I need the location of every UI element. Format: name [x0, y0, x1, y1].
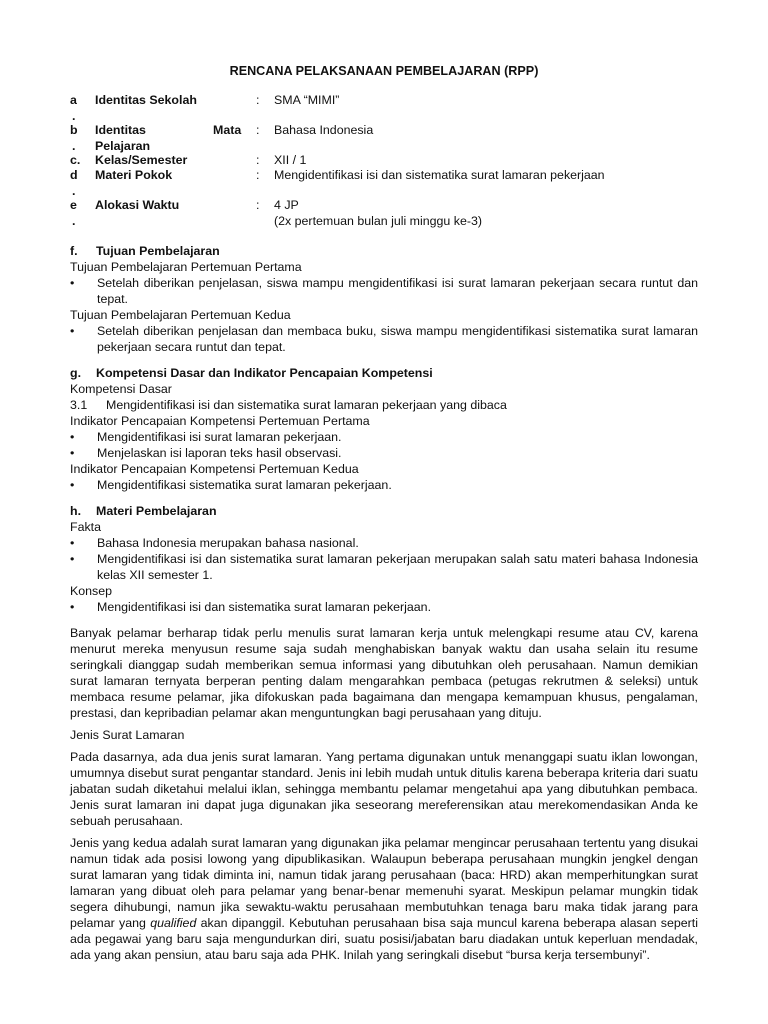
subheading: Indikator Pencapaian Kompetensi Pertemuan Kedua — [70, 462, 359, 476]
identity-letter: c. — [70, 153, 81, 167]
paragraph: Banyak pelamar berharap tidak perlu menulis surat lamaran kerja untuk melengkapi resume atau CV, karena menurut mereka menyusun resume saja sudah menghabiskan banyak waktu dan usaha selain itu resume seringkali dianggap sudah memberikan semua informasi yang dibutuhkan oleh perusahaan. Namun demikian surat lamaran ternyata berperan penting dalam mengarahkan pembaca (petugas rekrutmen & seleksi) untuk membaca resume pelamar, jika difokuskan pada bagaimana dan mengapa kemampuan khusus, pengalaman, prestasi, dan kepribadian pelamar akan menguntungkan bagi perusahaan yang dituju. — [70, 626, 698, 720]
identity-dot: . — [72, 214, 76, 228]
subheading: Fakta — [70, 520, 101, 534]
identity-value: Mengidentifikasi isi dan sistematika surat lamaran pekerjaan — [274, 168, 605, 182]
list-item — [70, 477, 698, 493]
subheading: Konsep — [70, 584, 113, 598]
identity-colon: : — [256, 168, 260, 182]
identity-dot: . — [72, 139, 76, 153]
identity-value: XII / 1 — [274, 153, 307, 167]
list-item-text: Setelah diberikan penjelasan dan membaca buku, siswa mampu mengidentifikasi sistematika surat lamaran pekerjaan secara runtut dan tepat. — [97, 324, 698, 354]
subheading-jenis: Jenis Surat Lamaran — [70, 728, 185, 742]
identity-letter: e — [70, 198, 77, 212]
identity-label-mata: Mata — [213, 123, 242, 137]
kd-number: 3.1 — [70, 398, 88, 412]
bullet-icon: • — [70, 446, 75, 460]
section-heading-f — [70, 243, 698, 259]
identity-row-class — [70, 153, 698, 169]
section-title: Materi Pembelajaran — [96, 504, 217, 518]
identity-row-material — [70, 168, 698, 198]
identity-value: 4 JP — [274, 198, 299, 212]
identity-colon: : — [256, 93, 260, 107]
paragraph-text: akan dipanggil. Kebutuhan perusahaan bisa saja muncul karena beberapa alasan seperti ada pegawai yang baru saja mengundurkan diri, suatu posisi/jabatan baru diadakan untuk keperluan mendadak, ada yang akan pensiun, atau baru saja ada PHK. Inilah yang seringkali disebut “bursa kerja tersembunyi”. — [70, 916, 698, 962]
identity-label: Materi Pokok — [95, 168, 173, 182]
identity-colon: : — [256, 123, 260, 137]
identity-label: Kelas/Semester — [95, 153, 188, 167]
identity-colon: : — [256, 198, 260, 212]
list-item-text: Bahasa Indonesia merupakan bahasa nasional. — [97, 536, 359, 550]
kd-item — [70, 397, 698, 413]
subheading: Kompetensi Dasar — [70, 382, 172, 396]
identity-colon: : — [256, 153, 260, 167]
identity-label: Alokasi Waktu — [95, 198, 180, 212]
section-title: Kompetensi Dasar dan Indikator Pencapaian Kompetensi — [96, 366, 433, 380]
section-letter: g. — [70, 366, 82, 380]
bullet-icon: • — [70, 552, 75, 566]
list-item — [70, 535, 698, 551]
identity-dot: . — [72, 109, 76, 123]
identity-label: Identitas — [95, 123, 146, 137]
list-item — [70, 445, 698, 461]
identity-row-school — [70, 93, 698, 123]
list-item-text: Mengidentifikasi isi dan sistematika surat lamaran pekerjaan merupakan salah satu materi bahasa Indonesia kelas XII semester 1. — [97, 552, 698, 582]
list-item — [70, 551, 698, 583]
identity-label: Identitas Sekolah — [95, 93, 197, 107]
identity-letter: a — [70, 93, 77, 107]
list-item-text: Menjelaskan isi laporan teks hasil observasi. — [97, 446, 342, 460]
bullet-icon: • — [70, 600, 75, 614]
bullet-icon: • — [70, 276, 75, 290]
identity-letter: b — [70, 123, 78, 137]
list-item-text: Mengidentifikasi sistematika surat lamaran pekerjaan. — [97, 478, 392, 492]
identity-row-subject — [70, 123, 698, 153]
identity-value: Bahasa Indonesia — [274, 123, 374, 137]
section-letter: h. — [70, 504, 82, 518]
list-item-text: Mengidentifikasi isi surat lamaran pekerjaan. — [97, 430, 342, 444]
italic-term: qualified — [150, 916, 197, 930]
identity-value-line2: (2x pertemuan bulan juli minggu ke-3) — [274, 214, 482, 228]
paragraph: Pada dasarnya, ada dua jenis surat lamaran. Yang pertama digunakan untuk menanggapi suatu iklan lowongan, umumnya disebut surat pengantar standard. Jenis ini lebih mudah untuk ditulis karena beberapa kriteria dari suatu jabatan sudah diketahui melalui iklan, sehingga membantu pelamar mengetahui apa yang dibutuhkan pembaca. Jenis surat lamaran ini dapat juga digunakan jika seseorang mereferensikan atau merekomendasikan Anda ke sebuah perusahaan. — [70, 750, 698, 828]
bullet-icon: • — [70, 536, 75, 550]
bullet-icon: • — [70, 430, 75, 444]
list-item-text: Setelah diberikan penjelasan, siswa mampu mengidentifikasi isi surat lamaran pekerjaan secara runtut dan tepat. — [97, 276, 698, 306]
section-title: Tujuan Pembelajaran — [96, 244, 220, 258]
section-letter: f. — [70, 244, 78, 258]
identity-dot: . — [72, 184, 76, 198]
document-title: RENCANA PELAKSANAAN PEMBELAJARAN (RPP) — [229, 64, 539, 78]
list-item — [70, 599, 698, 615]
section-heading-g — [70, 365, 698, 381]
section-heading-h — [70, 503, 698, 519]
kd-text: Mengidentifikasi isi dan sistematika surat lamaran pekerjaan yang dibaca — [106, 398, 507, 412]
identity-label-line2: Pelajaran — [95, 139, 151, 153]
subheading: Indikator Pencapaian Kompetensi Pertemuan Pertama — [70, 414, 370, 428]
subheading: Tujuan Pembelajaran Pertemuan Kedua — [70, 308, 291, 322]
list-item — [70, 323, 698, 355]
identity-letter: d — [70, 168, 78, 182]
bullet-icon: • — [70, 478, 75, 492]
paragraph — [70, 835, 698, 963]
bullet-icon: • — [70, 324, 75, 338]
document-body — [70, 243, 698, 963]
paragraph-text: Jenis yang kedua adalah surat lamaran yang digunakan jika pelamar mengincar perusahaan tertentu yang disukai namun tidak ada posisi lowong yang dipublikasikan. Walaupun beberapa perusahaan mungkin jengkel dengan surat lamaran yang tidak diminta ini, namun tidak jarang perusahaan (baca: HRD) akan memperhitungkan surat lamaran yang dibuat oleh para pelamar yang benar-benar memenuhi syarat. Meskipun pelamar mungkin tidak segera dihubungi, namun jika sewaktu-waktu perusahaan membutuhkan tenaga baru maka tidak jarang para pelamar yang — [70, 836, 698, 930]
identity-row-time — [70, 198, 698, 228]
identity-value: SMA “MIMI” — [274, 93, 340, 107]
subheading: Tujuan Pembelajaran Pertemuan Pertama — [70, 260, 302, 274]
list-item-text: Mengidentifikasi isi dan sistematika surat lamaran pekerjaan. — [97, 600, 432, 614]
list-item — [70, 429, 698, 445]
list-item — [70, 275, 698, 307]
